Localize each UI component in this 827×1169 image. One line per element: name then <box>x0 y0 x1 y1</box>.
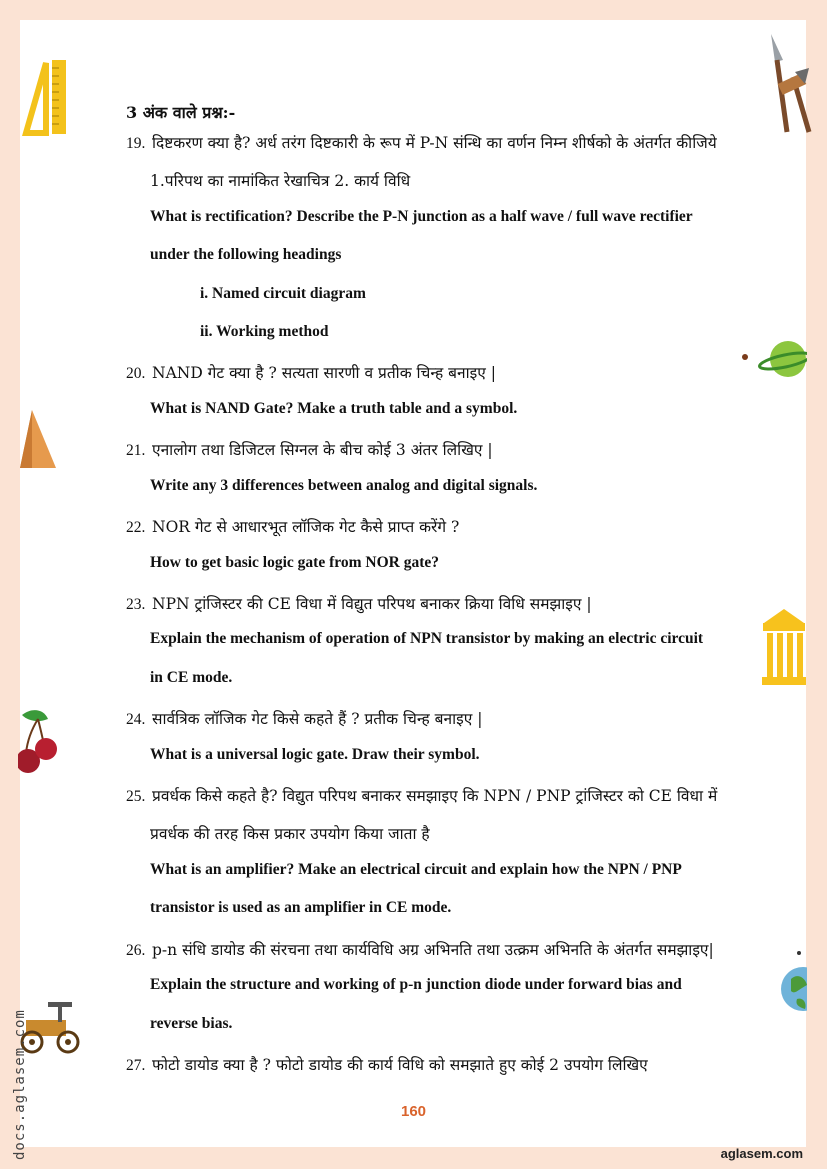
question-20-hindi <box>126 361 496 383</box>
question-text: p-n संधि डायोड की संरचना तथा कार्यविधि अग्र अभिनति तथा उत्क्रम अभिनति के अंतर्गत समझाइए| <box>152 941 714 959</box>
question-19-hindi <box>126 131 717 153</box>
globe-icon <box>777 945 807 1017</box>
question-24-english: What is a universal logic gate. Draw their symbol. <box>150 746 480 763</box>
question-text: सार्वत्रिक लॉजिक गेट किसे कहते हैं ? प्रतीक चिन्ह बनाइए | <box>152 710 483 728</box>
ruler-triangle-icon <box>18 58 70 138</box>
cherries-icon <box>18 705 58 780</box>
question-27-hindi <box>126 1053 648 1075</box>
pyramid-icon <box>18 408 58 470</box>
question-19-english-line-1: What is rectification? Describe the P-N junction as a half wave / full wave rectifier <box>150 208 693 225</box>
page-number: 160 <box>400 1103 427 1120</box>
question-19-sub-item-1: i. Named circuit diagram <box>200 285 366 302</box>
question-number: 23. <box>126 596 146 613</box>
question-23-english-line-2: in CE mode. <box>150 669 233 686</box>
question-text: NPN ट्रांजिस्टर की CE विधा में विद्युत परिपथ बनाकर क्रिया विधि समझाइए | <box>152 595 592 613</box>
watermark: docs.aglasem.com <box>12 1009 28 1160</box>
question-24-hindi <box>126 707 482 729</box>
question-number: 24. <box>126 711 146 728</box>
pillar-temple-icon <box>760 607 807 687</box>
question-19-hindi-sub: 1.परिपथ का नामांकित रेखाचित्र 2. कार्य विधि <box>150 172 411 190</box>
question-21-english: Write any 3 differences between analog and digital signals. <box>150 477 538 494</box>
question-25-hindi-line-2: प्रवर्धक की तरह किस प्रकार उपयोग किया जाता है <box>150 825 430 843</box>
question-19-sub-item-2: ii. Working method <box>200 323 329 340</box>
question-23-english-line-1: Explain the mechanism of operation of NPN transistor by making an electric circuit <box>150 630 704 647</box>
question-text: दिष्टकरण क्या है? अर्ध तरंग दिष्टकारी के रूप में P-N संन्धि का वर्णन निम्न शीर्षको के अंतर्गत कीजिये <box>152 134 717 152</box>
spear-axe-icon <box>765 32 815 137</box>
question-text: प्रवर्धक किसे कहते है? विद्युत परिपथ बनाकर समझाइए कि NPN / PNP ट्रांजिस्टर को CE विधा में <box>152 787 718 805</box>
question-26-hindi <box>126 938 714 960</box>
question-26-english-line-2: reverse bias. <box>150 1015 233 1032</box>
question-text: NOR गेट से आधारभूत लॉजिक गेट कैसे प्राप्त करेंगे ? <box>152 518 460 536</box>
question-number: 27. <box>126 1057 146 1074</box>
question-20-english: What is NAND Gate? Make a truth table and a symbol. <box>150 400 518 417</box>
question-number: 21. <box>126 442 146 459</box>
question-text: फोटो डायोड क्या है ? फोटो डायोड की कार्य विधि को समझाते हुए कोई 2 उपयोग लिखिए <box>152 1056 648 1074</box>
question-number: 19. <box>126 135 146 152</box>
question-text: एनालोग तथा डिजिटल सिग्नल के बीच कोई 3 अंतर लिखिए | <box>152 441 493 459</box>
question-22-hindi <box>126 515 459 537</box>
question-22-english: How to get basic logic gate from NOR gate? <box>150 554 439 571</box>
question-number: 26. <box>126 942 146 959</box>
question-25-english-line-1: What is an amplifier? Make an electrical circuit and explain how the NPN / PNP <box>150 861 682 878</box>
question-19-english-line-2: under the following headings <box>150 246 342 263</box>
question-26-english-line-1: Explain the structure and working of p-n junction diode under forward bias and <box>150 976 682 993</box>
section-heading: 3 अंक वाले प्रश्न:- <box>126 103 236 122</box>
question-23-hindi <box>126 592 592 614</box>
question-25-hindi <box>126 784 717 806</box>
question-number: 22. <box>126 519 146 536</box>
question-number: 20. <box>126 365 146 382</box>
site-footer-link[interactable]: aglasem.com <box>720 1146 803 1161</box>
question-number: 25. <box>126 788 146 805</box>
question-21-hindi <box>126 438 493 460</box>
planet-icon <box>740 335 807 385</box>
question-25-english-line-2: transistor is used as an amplifier in CE mode. <box>150 899 452 916</box>
question-text: NAND गेट क्या है ? सत्यता सारणी व प्रतीक चिन्ह बनाइए | <box>152 364 496 382</box>
